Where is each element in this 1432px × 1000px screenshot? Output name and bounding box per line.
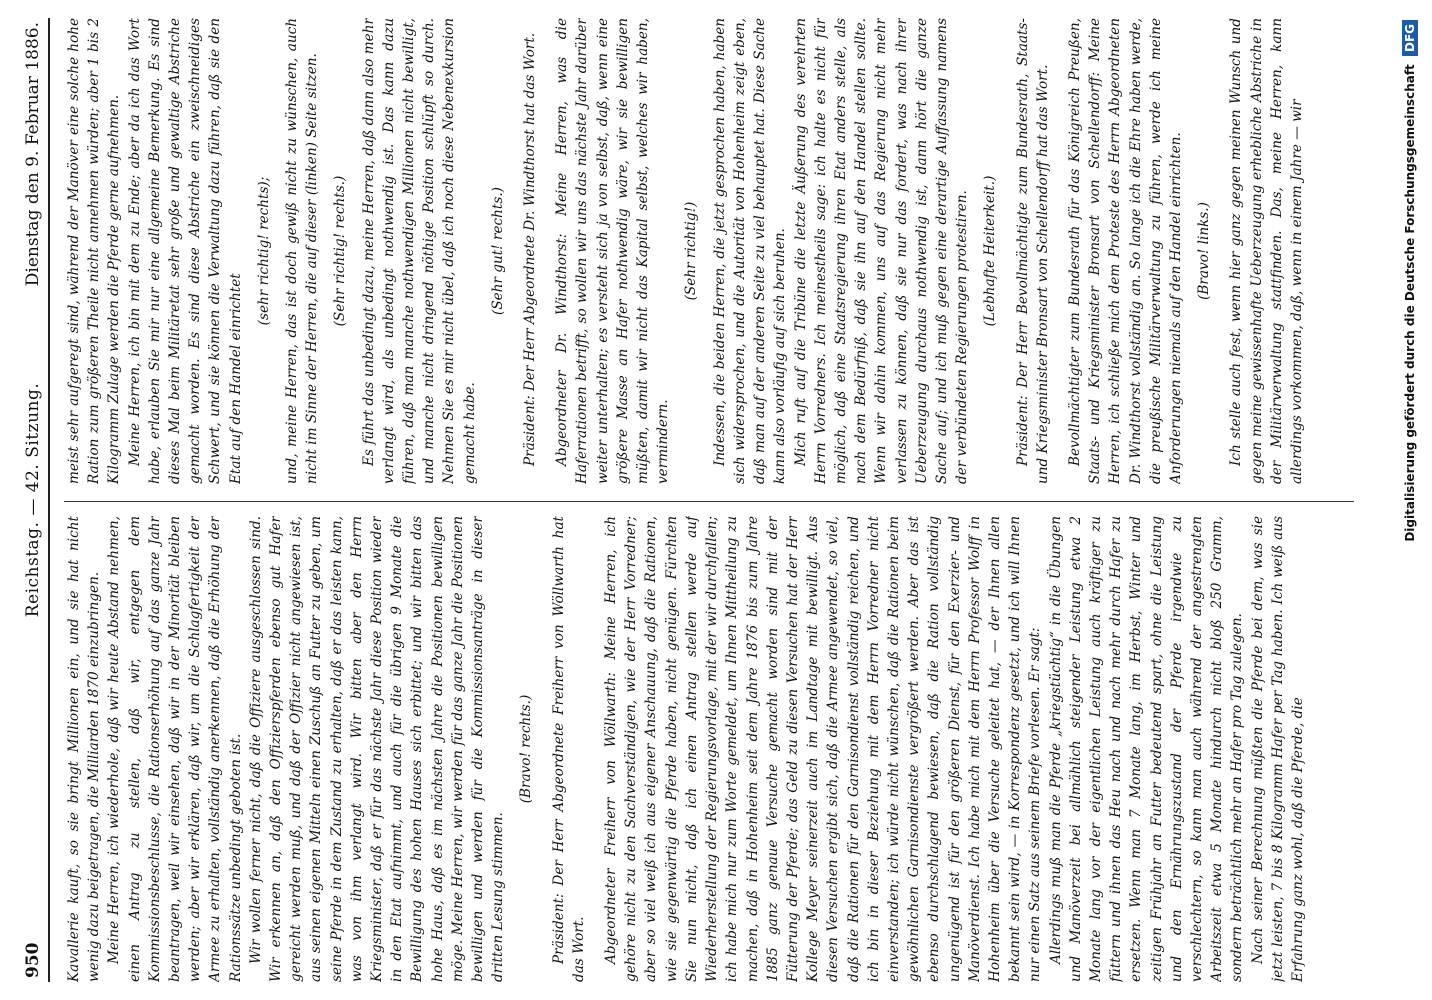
interjection: (sehr richtig! rechts); xyxy=(255,176,272,326)
paragraph: Mich ruft auf die Tribüne die letzte Äußerung des verehrten Herrn Vorredners. Ich meinestheils sage: ich halte es nicht für möglich, daß eine Staatsregierung ihren Etat anders stelle, als nach dem Bedürfniß, daß sie ihn auf den Handel stellen sollte. Wenn wir dahin kommen, uns auf das Regierung nicht mehr verlassen zu können, daß sie nur das fordert, was nach ihrer Ueberzeugung durchaus nothwendig ist, dann hört die ganze Sache auf; und ich muß gegen eine derartige Auffassung namens der verbündeten Regierungen protestiren. xyxy=(792,18,971,484)
paragraph: meist sehr aufgeregt sind, während der Manöver eine solche hohe Ration zum größeren Theile nicht annehmen würden; aber 1 bis 2 Kilogramm Zulage werden die Pferde gerne aufnehmen. xyxy=(66,18,123,484)
paragraph: Abgeordneter Freiherr von Wöllwarth: Meine Herren, ich gehöre nicht zu den Sachverständigen, wie der Herr Vorredner; aber so viel weiß ich aus eigener Anschauung, daß die Rationen, wie sie gegenwärtig die Pferde haben, nicht genügen. Fürchten Sie nun nicht, daß ich einen Antrag stellen werde auf Wiederherstellung der Regierungsvorlage, mit der wir durchfallen; ich habe mich nur zum Worte gemeldet, um Ihnen Mittheilung zu machen, daß in Hohenheim seit dem Jahre 1876 bis zum Jahre 1885 ganz genaue Versuche gemacht worden sind mit der Fütterung der Pferde; das Geld zu diesen Versuchen hat der Herr Kollege Meyer seinerzeit auch im Landtage mit bewilligt. Aus diesen Versuchen ergibt sich, daß die Armee angewendet, so viel, daß die Rationen für den Garnisondienst vollständig reichen, und ich bin in dieser Beziehung mit dem Herrn Vorredner nicht einverstanden; ich würde nicht wünschen, daß die Rationen beim gewöhnlichen Garnisondienste vergrößert werden. Aber das ist ebenso durchschlagend bewiesen, daß die Ration vollständig ungenügend ist für den größeren Dienst, für den Exerzier- und Manöverdienst. Ich habe mich mit dem Herrn Professor Wolff in Hohenheim über die Versuche geleitet hat, — der Ihnen allen bekannt sein wird, — in Korrespondenz gesetzt, und ich will Ihnen nur einen Satz aus seinem Briefe vorlesen. Er sagt: xyxy=(603,516,1044,982)
interjection: (Sehr gut! rechts.) xyxy=(489,187,506,315)
credit-text: Digitalisierung gefördert durch die Deutsche Forschungsgemeinschaft xyxy=(1403,64,1417,542)
column-divider xyxy=(64,501,1354,502)
right-column xyxy=(64,18,1354,484)
interjection: (Sehr richtig!) xyxy=(683,201,700,301)
paragraph: Allerdings muß man die Pferde „kriegstüchtig“ in die Übungen und Manöverzeit bei allmählich steigender Leistung etwa 2 Monate lang vor der eigentlichen Leistung auch kräftiger zu füttern und ihnen das Heu nach und nach mehr durch Hafer zu ersetzen. Wenn man 7 Monate lang, im Herbst, Winter und zeitigen Frühjahr an Futter bedeutend spart, ohne die Leistung und den Ernährungszustand der Pferde irgendwie zu verschlechtern, so kann man auch während der angestrengten Arbeitszeit etwa 5 Monate hindurch nicht bloß 250 Gramm, sondern beträchtlich mehr an Hafer pro Tag zulegen. xyxy=(1047,516,1246,982)
paragraph: Kavallerie kauft, so sie bringt Millionen ein, und sie hat nicht wenig dazu beigetragen, die Milliarden 1870 einzubringen. xyxy=(66,516,103,982)
interjection: (Lebhafte Heiterkeit.) xyxy=(982,175,999,327)
paragraph: Präsident: Der Herr Bevollmächtigte zum Bundesrath, Staats- und Kriegsminister Bronsart von Schellendorff hat das Wort. xyxy=(1014,18,1051,484)
paragraph: Präsident: Der Herr Abgeordnete Dr. Windthorst hat das Wort. xyxy=(522,32,539,466)
paragraph: Abgeordneter Dr. Windthorst: Meine Herren, was die Haferrationen betrifft, so wollen wir uns das nächste Jahr darüber weiter unterhalten; es versteht sich ja von selbst, daß, wenn eine größere Masse an Hafer nothwendig wäre, wir sie bewilligen müßten, damit wir nicht das Kapital selbst, welches wir haben, vermindern. xyxy=(554,18,672,484)
paragraph: Bevollmächtigter zum Bundesrath für das Königreich Preußen, Staats- und Kriegsminister Bronsart von Schellendorff: Meine Herren, ich schließe mich dem Proteste des Herrn Abgeordneten Dr. Windthorst vollständig an. So lange ich die Ehre haben werde, die preußische Militärverwaltung zu führen, werde ich meine Anforderungen niemals auf den Handel einrichten. xyxy=(1066,18,1184,484)
page-body xyxy=(18,18,1388,982)
interjection: (Bravo! rechts.) xyxy=(518,694,535,804)
running-head xyxy=(18,18,50,982)
dfg-logo: DFG xyxy=(1402,20,1418,56)
interjection: (Bravo! links.) xyxy=(1196,202,1213,300)
interjection: (Sehr richtig! rechts.) xyxy=(332,175,349,327)
paragraph: Wir wollen ferner nicht, daß die Offiziere ausgeschlossen sind. Wir erkennen an, daß den Offizierspferden ebenso gut Hafer gereicht werden muß, und daß der Offizier nicht angewiesen ist, aus seinen eigenen Mitteln einen Zuschuß an Futter zu geben, um seine Pferde in dem Zustand zu erhalten, daß er das leisten kann, was von ihm verlangt wird. Wir bitten aber den Herrn Kriegsminister, daß er für das nächste Jahr diese Position wieder in den Etat aufnimmt, und auch für die übrigen 9 Monate die Bewilligung des hohen Hauses sich erbittet; und wir bitten das hohe Haus, daß es im nächsten Jahre die Positionen bewilligen möge. Meine Herren, wir werden für das ganze Jahr die Positionen bewilligen und werden für die Kommissionsanträge in dieser dritten Lesung stimmen. xyxy=(247,516,507,982)
paragraph: Ich stelle auch fest, wenn hier ganz gegen meinen Wunsch und gegen meine gewissenhafte Ueberzeugung erhebliche Abstriche in der Militärverwaltung stattfinden. Das, meine Herren, kann allerdings vorkommen, daß, wenn in einem Jahre — wir xyxy=(1228,18,1305,484)
paragraph: Meine Herren, ich bin mit dem zu Ende; aber da ich das Wort habe, erlauben Sie mir nur eine allgemeine Bemerkung. Es sind dieses Mal beim Militäretat sehr große und gewaltige Abstriche gemacht worden. Es sind diese Abstriche ein zweischneidiges Schwert, und sie können die Verwaltung dazu führen, daß sie den Etat auf den Handel einrichtet xyxy=(126,18,244,484)
paragraph: Meine Herren, ich wiederhole, daß wir heute Abstand nehmen, einen Antrag zu stellen, daß wir, entgegen dem Kommissionsbeschlusse, die Rationserhöhung auf das ganze Jahr beantragen, weil wir einsehen, daß wir in der Minorität bleiben werden; aber wir erklären, daß wir, um die Schlagfertigkeit der Armee zu erhalten, vollständig anerkennen, daß die Erhöhung der Rationssätze unbedingt geboten ist. xyxy=(106,516,244,982)
digitization-credit xyxy=(1398,20,1422,980)
paragraph: Es führt das unbedingt dazu, meine Herren, daß dann also mehr verlangt wird, als unbedingt nothwendig ist. Das kann dazu führen, daß man manche nothwendigen Millionen nicht bewilligt, und manche nicht dringend nöthige Position schlüpft so durch. Nehmen Sie es mir nicht übel, daß ich noch diese Nebenexkursion gemacht habe. xyxy=(360,18,478,484)
paragraph: Nach seiner Berechnung müßten die Pferde bei dem, was sie jetzt leisten, 7 bis 8 Kilogramm Hafer per Tag haben. Ich weiß aus Erfahrung ganz wohl, daß die Pferde, die xyxy=(1249,516,1306,982)
session-title: Reichstag. — 42. Sitzung. xyxy=(23,382,43,618)
paragraph: Präsident: Der Herr Abgeordnete Freiherr von Wöllwarth hat das Wort. xyxy=(550,516,587,982)
session-date: Dienstag den 9. Februar 1886. xyxy=(23,22,43,287)
paragraph: Indessen, die beiden Herren, die jetzt gesprochen haben, haben sich widersprochen, und die Autorität von Hohenheim zeigt eben, daß man auf der anderen Seite zu viel behauptet hat. Diese Sache kann also vorläufig auf sich beruhen. xyxy=(711,18,789,484)
paragraph: und, meine Herren, das ist doch gewiß nicht zu wünschen, auch nicht im Sinne der Herren, die auf dieser (linken) Seite sitzen. xyxy=(284,18,321,484)
page-number: 950 xyxy=(23,942,43,978)
left-column xyxy=(64,516,1354,982)
